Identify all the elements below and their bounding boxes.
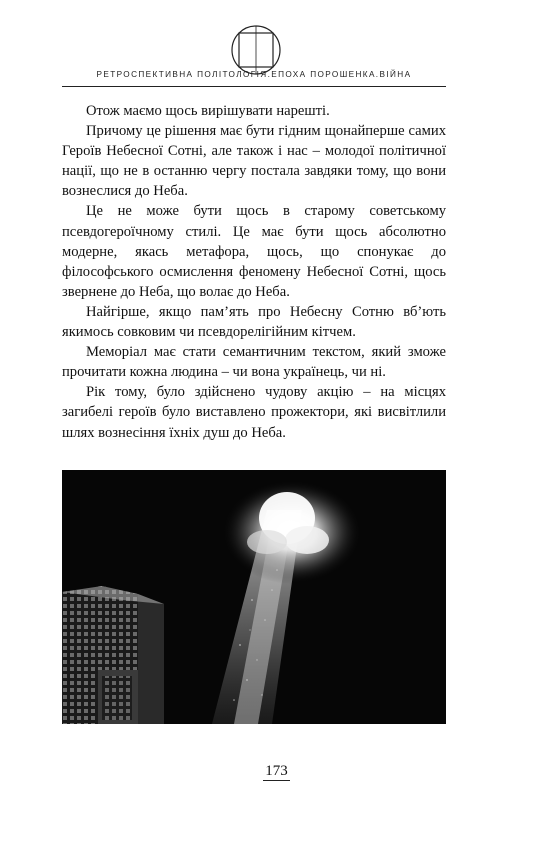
skyscraper	[62, 586, 164, 724]
paragraph-3: Це не може бути щось в старому советському псевдогероїчному стилі. Це має бути щось абсолютно модерне, якась метафора, щось, що спонукає до філософського осмислення феномену Небесної Сотні, щось звернене до Неба, що волає до Неба.	[62, 203, 446, 300]
header-divider	[62, 86, 446, 87]
paragraph-2: Причому це рішення має бути гідним щонайперше самих Героїв Небесної Сотні, але також і нас – молодої політичної нації, що не в останню чергу постала завдяки тому, що вони вознеслися до Неба.	[62, 123, 446, 200]
running-head: РЕТРОСПЕКТИВНА ПОЛІТОЛОГІЯ.ЕПОХА ПОРОШЕНКА.ВІЙНА	[96, 70, 412, 79]
article-body	[62, 101, 446, 443]
page-number-label: 173	[265, 763, 288, 779]
paragraph-6: Рік тому, було здійснено чудову акцію – на місцях загибелі героїв було виставлено прожектори, які висвітлили шлях вознесіння їхніх душ до Неба.	[62, 384, 446, 441]
paragraph-5: Меморіал має стати семантичним текстом, який зможе прочитати кожна людина – чи вона українець, чи ні.	[62, 344, 446, 381]
light-beam-photo	[62, 470, 446, 724]
page-number	[0, 762, 553, 781]
paragraph-4: Найгірше, якщо пам’ять про Небесну Сотню вб’ють якимось совковим чи псевдорелігійним кітчем.	[62, 303, 446, 341]
vitruvian-circle-square-icon	[230, 24, 282, 76]
paragraph-1: Отож маємо щось вирішувати нарешті.	[86, 103, 330, 119]
